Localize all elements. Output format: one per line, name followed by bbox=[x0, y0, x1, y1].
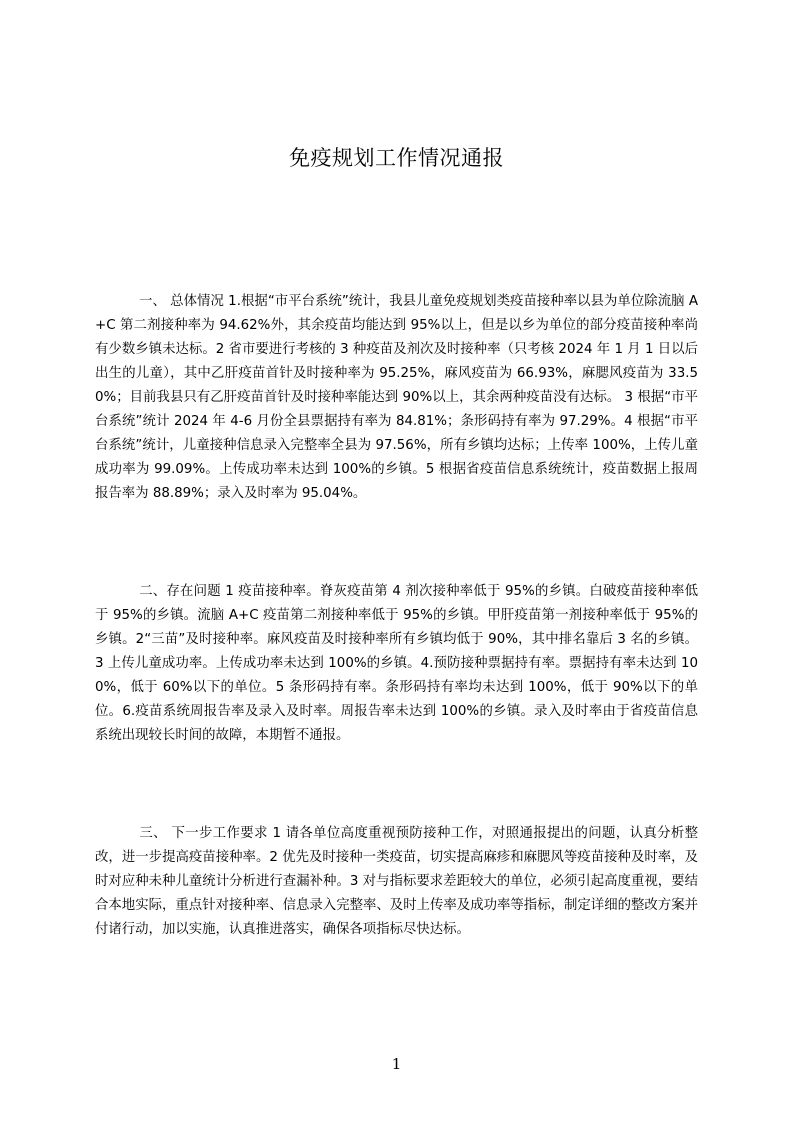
paragraph-overview-text: 一、 总体情况 1.根据“市平台系统”统计，我县儿童免疫规划类疫苗接种率以县为单位除流脑 A+C 第二剂接种率为 94.62%外，其余疫苗均能达到 95%以上，但是以乡为单位的部分疫苗接种率尚有少数乡镇未达标。2 省市要进行考核的 3 种疫苗及剂次及时接种率（只考核 2024 年 1 月 1 日以后出生的儿童），其中乙肝疫苗首针及时接种率为 95.25%，麻风疫苗为 66.93%，麻腮风疫苗为 33.50%；目前我县只有乙肝疫苗首针及时接种率能达到 90%以上，其余两种疫苗没有达标。 3 根据“市平台系统”统计 2024 年 4-6 月份全县票据持有率为 84.81%；条形码持有率为 97.29%。4 根据“市平台系统”统计，儿童接种信息录入完整率全县为 97.56%，所有乡镇均达标；上传率 100%，上传儿童成功率为 99.09%。上传成功率未达到 100%的乡镇。5 根据省疫苗信息系统统计，疫苗数据上报周报告率为 88.89%；录入及时率为 95.04%。 bbox=[95, 294, 698, 501]
page-number: 1 bbox=[391, 1055, 402, 1073]
paragraph-problems bbox=[95, 580, 698, 748]
paragraph-next-steps bbox=[95, 822, 698, 942]
paragraph-problems-text: 二、存在问题 1 疫苗接种率。脊灰疫苗第 4 剂次接种率低于 95%的乡镇。白破疫苗接种率低于 95%的乡镇。流脑 A+C 疫苗第二剂接种率低于 95%的乡镇。甲肝疫苗第一剂接种率低于 95%的乡镇。2“三苗”及时接种率。麻风疫苗及时接种率所有乡镇均低于 90%，其中排名靠后 3 名的乡镇。3 上传儿童成功率。上传成功率未达到 100%的乡镇。4.预防接种票据持有率。票据持有率未达到 100%，低于 60%以下的单位。5 条形码持有率。条形码持有率均未达到 100%，低于 90%以下的单位。6.疫苗系统周报告率及录入及时率。周报告率未达到 100%的乡镇。录入及时率由于省疫苗信息系统出现较长时间的故障，本期暂不通报。 bbox=[95, 584, 698, 743]
paragraph-overview bbox=[95, 290, 698, 506]
document-title: 免疫规划工作情况通报 bbox=[289, 146, 504, 170]
paragraph-next-steps-text: 三、 下一步工作要求 1 请各单位高度重视预防接种工作，对照通报提出的问题，认真分析整改，进一步提高疫苗接种率。2 优先及时接种一类疫苗，切实提高麻疹和麻腮风等疫苗接种及时率，及时对应种未种儿童统计分析进行查漏补种。3 对与指标要求差距较大的单位，必须引起高度重视，要结合本地实际，重点针对接种率、信息录入完整率、及时上传率及成功率等指标，制定详细的整改方案并付诸行动，加以实施，认真推进落实，确保各项指标尽快达标。 bbox=[95, 826, 698, 937]
